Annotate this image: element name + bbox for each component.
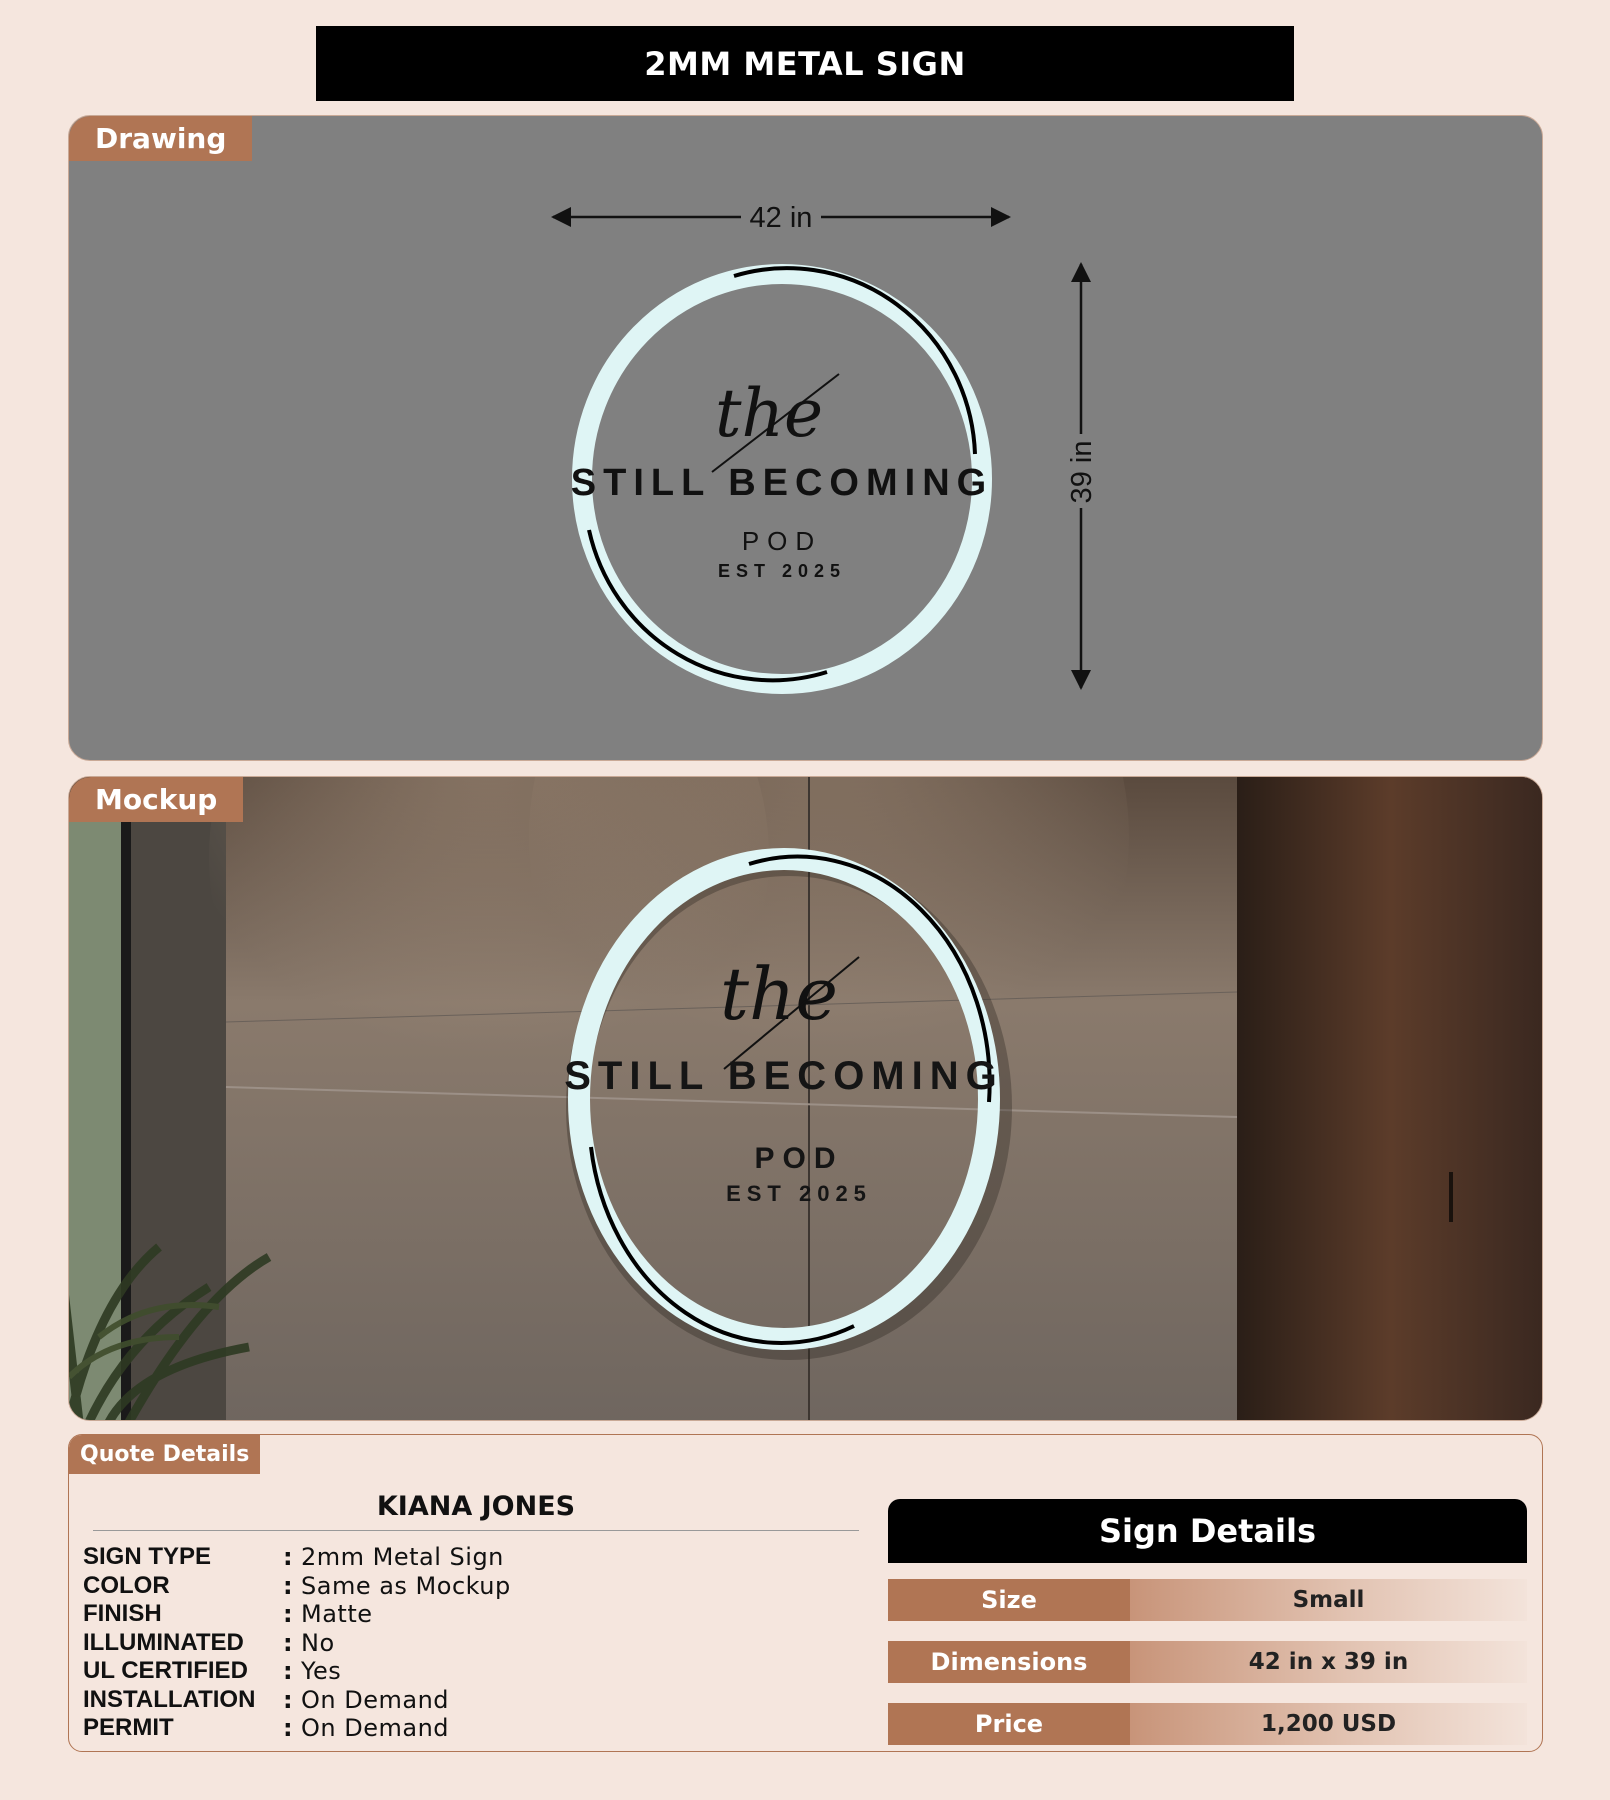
door: [1237, 777, 1543, 1421]
sign-detail-key: Size: [888, 1579, 1130, 1621]
mockup-panel: [68, 776, 1543, 1421]
drawing-tab-label: Drawing: [69, 116, 252, 161]
spec-value: 2mm Metal Sign: [301, 1543, 504, 1572]
spec-row: INSTALLATION : On Demand: [83, 1685, 450, 1714]
door-handle: [1449, 1172, 1453, 1222]
sign-detail-key: Dimensions: [888, 1641, 1130, 1683]
sign-detail-row-price: [888, 1703, 1527, 1745]
quote-tab-label: Quote Details: [69, 1435, 260, 1474]
width-dimension-label: 42 in: [749, 202, 813, 234]
spec-key: INSTALLATION: [83, 1685, 256, 1713]
mockup-logo-line2: POD: [754, 1142, 844, 1175]
mockup-logo-script-text: the: [720, 952, 838, 1036]
spec-row: COLOR : Same as Mockup: [83, 1571, 511, 1600]
mockup-tab-label: Mockup: [69, 777, 243, 822]
mockup-scene: [69, 777, 1543, 1421]
sign-detail-row-dimensions: [888, 1641, 1527, 1683]
sign-logo: [571, 268, 993, 684]
spec-key: UL CERTIFIED: [83, 1657, 248, 1685]
spec-key: ILLUMINATED: [83, 1628, 244, 1656]
spec-row: ILLUMINATED : No: [83, 1628, 335, 1657]
spec-value: No: [301, 1628, 335, 1657]
sign-details-title: Sign Details: [888, 1499, 1527, 1563]
window-frame: [121, 817, 131, 1421]
mockup-logo-line1: STILL BECOMING: [564, 1054, 1004, 1098]
sign-detail-value: 42 in x 39 in: [1130, 1641, 1527, 1683]
spec-key: PERMIT: [83, 1714, 174, 1742]
spec-value: On Demand: [301, 1714, 450, 1743]
spec-row: FINISH : Matte: [83, 1600, 373, 1629]
spec-value: On Demand: [301, 1685, 450, 1714]
spec-value: Same as Mockup: [301, 1571, 511, 1600]
mockup-logo-line3: EST 2025: [726, 1181, 872, 1206]
logo-line1: STILL BECOMING: [570, 462, 994, 504]
logo-line3: EST 2025: [717, 561, 847, 581]
drawing-panel: [68, 115, 1543, 761]
spec-value: Matte: [301, 1600, 373, 1629]
height-dimension-label: 39 in: [1066, 440, 1098, 504]
logo-script-text: the: [714, 375, 824, 452]
spec-row: UL CERTIFIED : Yes: [83, 1657, 342, 1686]
sign-detail-value: 1,200 USD: [1130, 1703, 1527, 1745]
sign-detail-row-size: [888, 1579, 1527, 1621]
customer-name: KIANA JONES: [93, 1491, 859, 1531]
spec-value: Yes: [301, 1657, 342, 1686]
spec-list: [83, 1543, 823, 1743]
sign-detail-value: Small: [1130, 1579, 1527, 1621]
spec-key: FINISH: [83, 1600, 162, 1628]
quote-details-panel: [68, 1434, 1543, 1752]
logo-line2: POD: [741, 526, 823, 556]
spec-row: SIGN TYPE : 2mm Metal Sign: [83, 1543, 504, 1572]
sign-detail-key: Price: [888, 1703, 1130, 1745]
spec-row: PERMIT : On Demand: [83, 1714, 450, 1743]
drawing-canvas: [69, 116, 1543, 761]
spec-key: SIGN TYPE: [83, 1543, 212, 1571]
page-title: 2MM METAL SIGN: [316, 26, 1294, 101]
spec-key: COLOR: [83, 1571, 170, 1599]
left-wall-panel: [131, 817, 226, 1421]
